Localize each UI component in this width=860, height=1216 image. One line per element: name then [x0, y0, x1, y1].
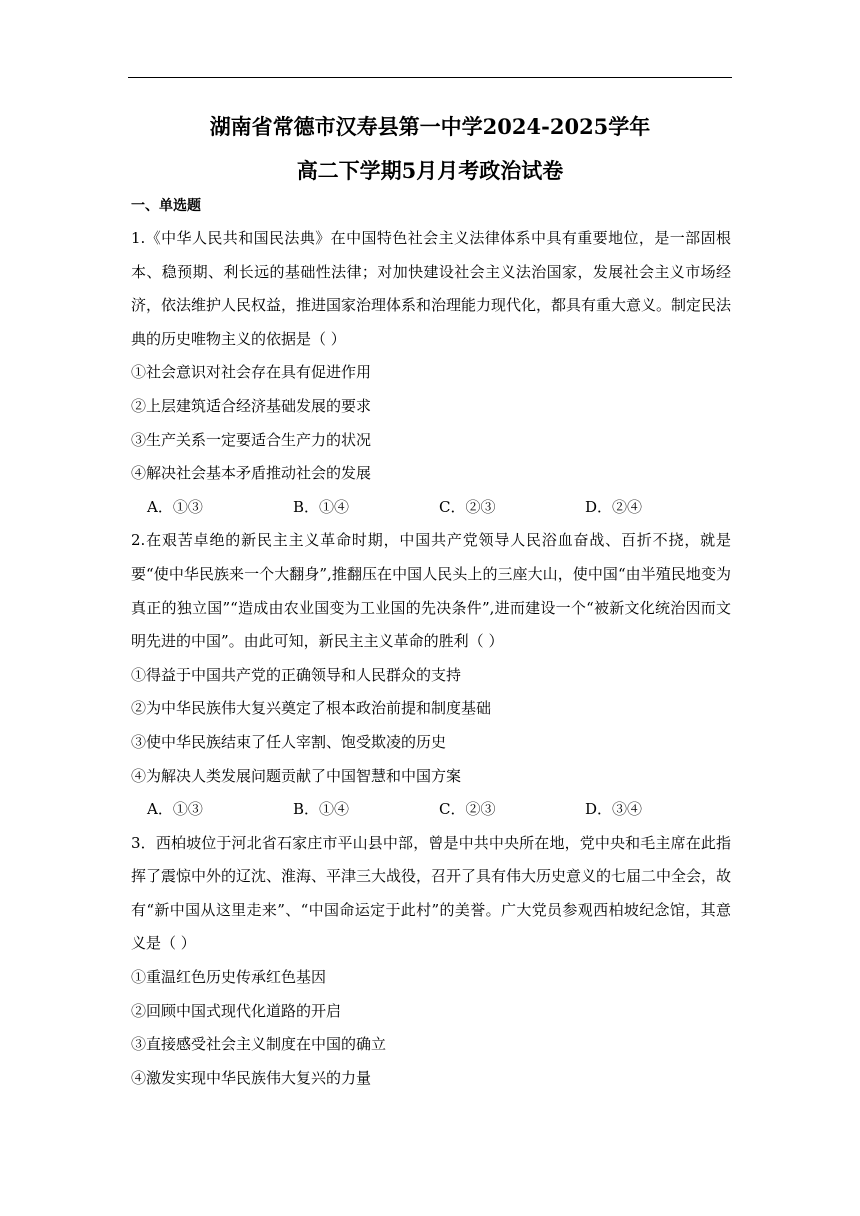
question-stem: 3．西柏坡位于河北省石家庄市平山县中部，曾是中共中央所在地，党中央和毛主席在此指挥了震惊中外的辽沈、淮海、平津三大战役，召开了具有伟大历史意义的七届二中全会，故有“新中国从这里走来”、“中国命运定于此村”的美誉。广大党员参观西柏坡纪念馆，其意义是（ ） — [131, 833, 732, 953]
section-heading: 一、单选题 — [131, 198, 201, 214]
question-list — [131, 222, 731, 1095]
choice-a: A．①③ — [147, 497, 203, 516]
answer-choices — [131, 491, 731, 525]
question-2 — [131, 524, 731, 826]
option-statement: ④激发实现中华民族伟大复兴的力量 — [131, 1068, 372, 1087]
option-statement: ③使中华民族结束了任人宰割、饱受欺凌的历史 — [131, 732, 447, 751]
answer-choices — [131, 793, 731, 827]
choice-a: A．①③ — [147, 800, 203, 819]
choice-c: C．②③ — [439, 497, 496, 516]
choice-d: D．②④ — [585, 497, 643, 516]
choice-b: B．①④ — [293, 800, 350, 819]
option-statement: ③生产关系一定要适合生产力的状况 — [131, 430, 372, 449]
header-rule — [128, 77, 732, 78]
document-title: 湖南省常德市汉寿县第一中学2024-2025学年 — [209, 114, 651, 139]
question-stem: 2.在艰苦卓绝的新民主主义革命时期，中国共产党领导人民浴血奋战、百折不挠，就是要“使中华民族来一个大翻身”,推翻压在中国人民头上的三座大山，使中国“由半殖民地变为真正的独立国”“造成由农业国变为工业国的先决条件”,进而建设一个“被新文化统治因而文明先进的中国”。由此可知，新民主主义革命的胜利（ ） — [131, 531, 731, 651]
question-3 — [131, 827, 731, 1096]
option-statement: ④解决社会基本矛盾推动社会的发展 — [131, 464, 372, 483]
choice-d: D．③④ — [585, 800, 643, 819]
option-statement: ②回顾中国式现代化道路的开启 — [131, 1001, 342, 1020]
question-1 — [131, 222, 731, 524]
option-statement: ④为解决人类发展问题贡献了中国智慧和中国方案 — [131, 766, 462, 785]
option-statement: ②为中华民族伟大复兴奠定了根本政治前提和制度基础 — [131, 699, 492, 718]
option-statement: ①得益于中国共产党的正确领导和人民群众的支持 — [131, 665, 462, 684]
option-statement: ③直接感受社会主义制度在中国的确立 — [131, 1035, 387, 1054]
option-statement: ①重温红色历史传承红色基因 — [131, 968, 327, 987]
choice-c: C．②③ — [439, 800, 496, 819]
option-statement: ①社会意识对社会存在具有促进作用 — [131, 363, 372, 382]
question-stem: 1.《中华人民共和国民法典》在中国特色社会主义法律体系中具有重要地位，是一部固根本、稳预期、利长远的基础性法律；对加快建设社会主义法治国家，发展社会主义市场经济，依法维护人民权益，推进国家治理体系和治理能力现代化，都具有重大意义。制定民法典的历史唯物主义的依据是（ ） — [131, 229, 732, 348]
document-subtitle: 高二下学期5月月考政治试卷 — [296, 158, 564, 183]
choice-b: B．①④ — [293, 497, 350, 516]
option-statement: ②上层建筑适合经济基础发展的要求 — [131, 396, 372, 415]
